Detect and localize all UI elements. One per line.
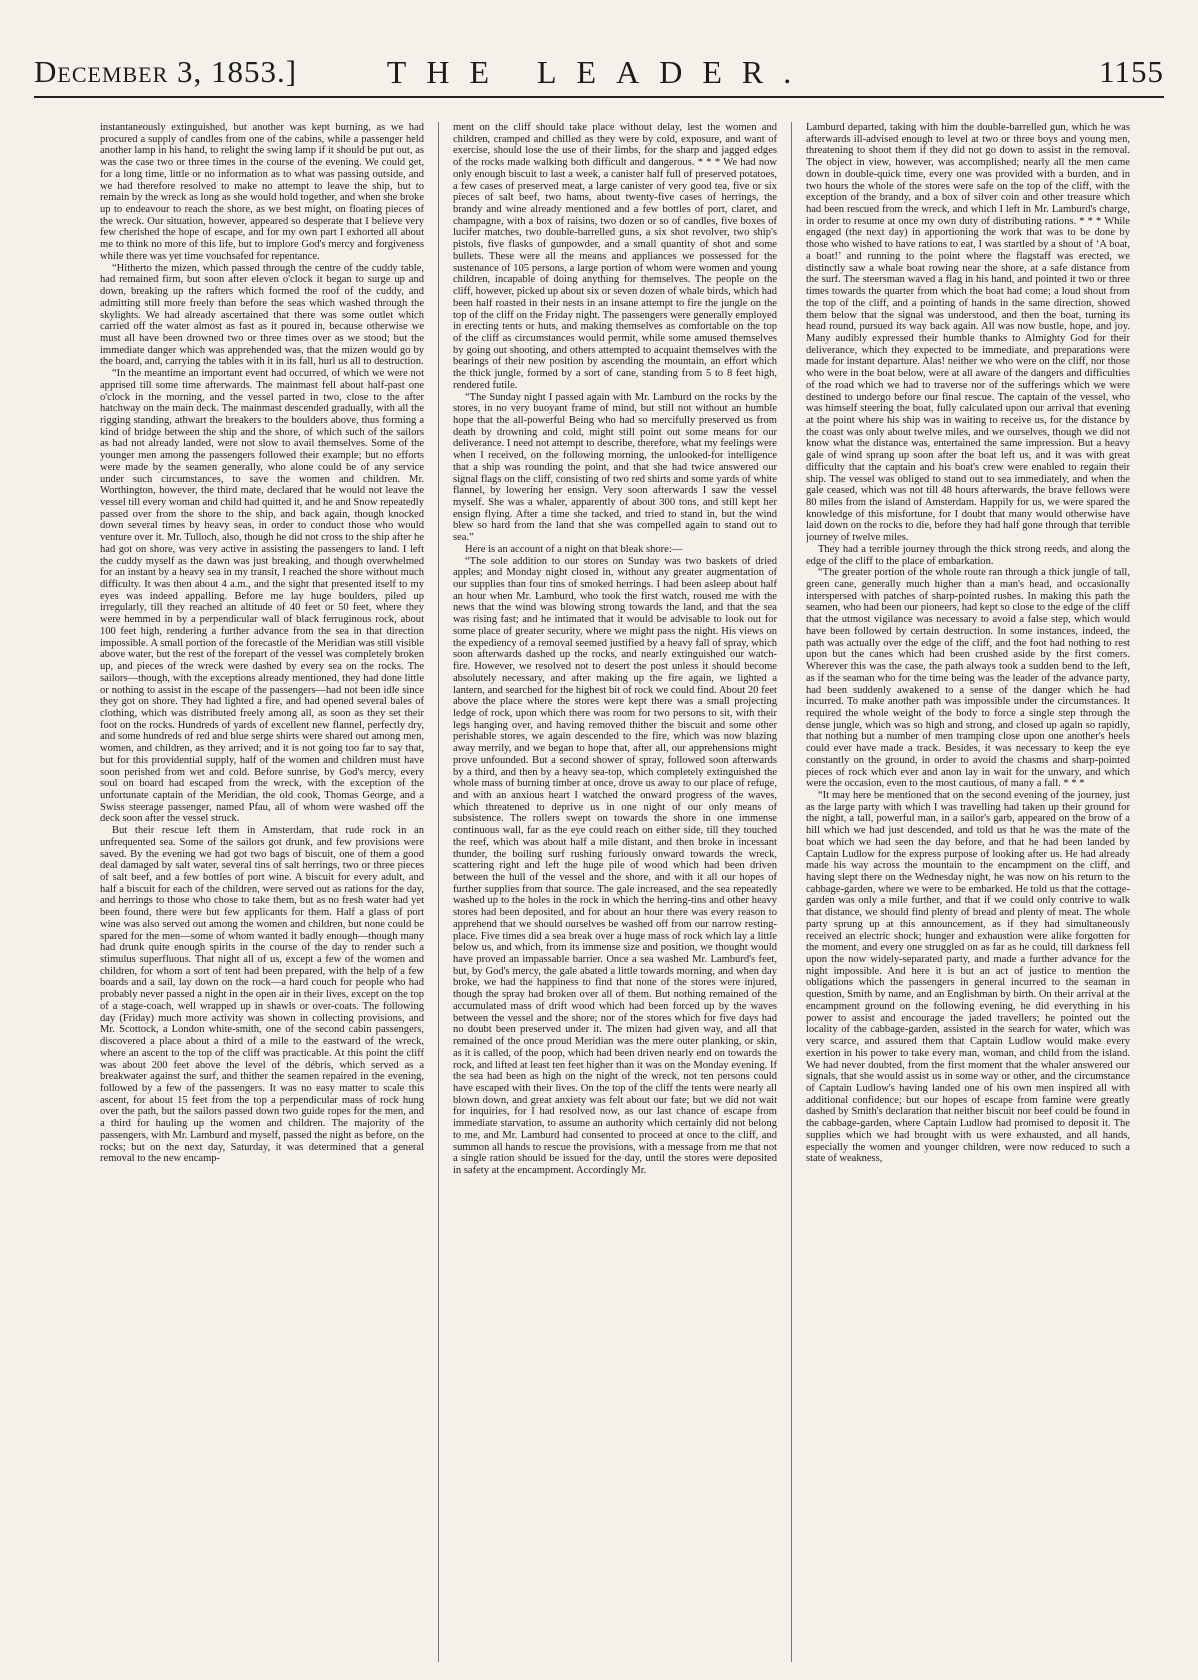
column-divider bbox=[791, 122, 792, 1662]
paragraph: ment on the cliff should take place without delay, lest the women and children, cramped and chilled as they were by cold, exposure, and want of exercise, should lose the use of their limbs, for the sharp and jagged edges of the rocks made walking both difficult and dangerous. * * * We had now only enough biscuit to last a week, a canister half full of preserved potatoes, a few cases of preserved meat, a large canister of very good tea, five or six pieces of salt beef, two hams, about twenty-five cases of herrings, the brandy and wine already mentioned and a few bottles of port, claret, and champagne, with a box of raisins, two dozen or so of candles, five boxes of lucifer matches, two double-barrelled guns, a six shot revolver, two ship's pistols, five flasks of gunpowder, and a small quantity of shot and some bullets. These were all the means and appliances we possessed for the sustenance of 105 persons, a large portion of whom were women and young children, incapable of doing anything for themselves. The people on the cliff, however, picked up about six or seven dozen of whale birds, which had been half roasted in their nests in an insane attempt to fire the jungle on the top of the cliff on the Friday night. The passengers were generally employed in erecting tents or huts, and making themselves as comfortable on the top of the cliff as circumstances would permit, while some amused themselves by going out shooting, and others attempted to acquaint themselves with the bearings of their new position by ascending the mountain, an effort which the thick jungle, formed by a sort of cane, standing from 5 to 8 feet high, rendered futile. bbox=[452, 122, 777, 391]
paragraph: “The greater portion of the whole route ran through a thick jungle of tall, green cane, generally much higher than a man's head, and occasionally interspersed with patches of sharp-pointed rushes. In making this path the seamen, who had been our pioneers, had kept so close to the edge of the cliff that the utmost vigilance was necessary to avoid a false step, which would have been followed by certain destruction. In some instances, indeed, the path was actually over the edge of the cliff, and the foot had nothing to rest upon but the canes which had been crushed aside by the first comers. Wherever this was the case, the path always took a sudden bend to the left, as if the seaman who for the time being was the leader of the advance party, had been suddenly awakened to a sense of the danger which he had incurred. To make another path was impossible under the circumstances. It required the whole weight of the body to force a single step through the dense jungle, which was so high and strong, and closed up again so rapidly, that nothing but a number of men tramping close upon one another's heels could ever have made a track. Besides, it was necessary to keep the eye constantly on the ground, in order to avoid the chasms and sharp-pointed pieces of rock which ever and anon lay in wait for the unwary, and which were the occasion, even to the most cautious, of many a fall. * * * bbox=[805, 567, 1130, 790]
paragraph: Here is an account of a night on that bleak shore:— bbox=[464, 543, 683, 555]
paragraph: “The sole addition to our stores on Sunday was two baskets of dried apples; and Monday night closed in, without any greater augmentation of our supplies than four tins of smoked herrings. I had been asleep about half an hour when Mr. Lamburd, who took the first watch, roused me with the news that the wind was blowing strong towards the land, and that the sea was rising fast; and he intimated that it would be advisable to look out for some place of greater security, where we might pass the night. His views on the expediency of a removal seemed justified by a heavy fall of spray, which soon afterwards dashed up the rocks, and nearly extinguished our watch-fire. However, we resolved not to desert the post unless it should become absolutely necessary, and after making up the fire again, we lighted a lantern, and searched for the highest bit of rock we could find. About 20 feet above the place where the stores were kept there was a small projecting ledge of rock, upon which there was room for two persons to sit, with their legs hanging over, and having removed thither the biscuit and some other perishable stores, we again descended to the fire, which was now blazing away merrily, and we began to hope that, after all, our apprehensions might prove unfounded. But a second shower of spray, followed soon afterwards by a third, and then by a heavy sea-top, which completely extinguished the whole mass of burning timber at once, drove us away to our place of refuge, and with an anxious heart I watched the onward progress of the waves, which threatened to deprive us in one night of our only means of subsistence. The rollers swept on towards the shore in one immense continuous wall, far as the eye could reach on either side, till they touched the reef, which was about half a mile distant, and then broke in incessant thunder, the boiling surf rushing furiously onward towards the wreck, scattering right and left the huge pile of wood which had been driven between the hull of the vessel and the shore, and with it all our hopes of further supplies from that source. The gale increased, and the sea repeatedly washed up to the holes in the rock in which the herring-tins and other heavy stores had been deposited, and for about an hour there was every reason to apprehend that we should ourselves be washed off from our narrow resting-place. Five times did a sea break over a huge mass of rock which lay a little below us, and which, from its immense size and position, we thought would have proved an impassable barrier. Once a sea washed Mr. Lamburd's feet, but, by God's mercy, the gale abated a little towards morning, and when day broke, we had the happiness to find that none of the stores were injured, though the spray had broken over all of them. But nothing remained of the accumulated mass of drift wood which had been forced up by the waves between the vessel and the shore; nor of the stores which for five days had no doubt been preserved under it. The mizen had given way, and all that remained of the once proud Meridian was the mere outer planking, or skin, as it is called, of the poop, which had been driven nearly end on towards the rock, and lifted at least ten feet higher than it was on the Monday evening. If the sea had been as high on the night of the wreck, not ten persons could have escaped with their lives. On the top of the cliff the tents were nearly all blown down, and great anxiety was felt about our fate; but we did not wait for inquiries, for I had resolved now, as our last chance of escape from immediate starvation, to assume an authority which certainly did not belong to me, and Mr. Lamburd had consented to proceed at once to the cliff, and summon all hands to rescue the provisions, with a message from me that not a single ration should be issued for the day, until the stores were deposited in safety at the encampment. Accordingly Mr. bbox=[452, 555, 777, 1176]
newspaper-title: THE LEADER. bbox=[386, 54, 812, 90]
paragraph: “The Sunday night I passed again with Mr. Lamburd on the rocks by the stores, in no very buoyant frame of mind, but still not without an humble hope that the all-powerful Being who had so mercifully preserved us from death by drowning and cold, might still point out some means for our deliverance. I need not attempt to describe, therefore, what my feelings were when I received, on the following morning, the unlooked-for intelligence that a ship was rounding the point, and that she had twice answered our signal flags on the cliff, consisting of two red shirts and some yards of white flannel, by lowering her ensign. Very soon afterwards I saw the vessel myself. She was a whaler, apparently of about 300 tons, and still kept her ensign flying. After a time she tacked, and tried to stand in, but the wind blew so hard from the land that she was compelled again to stand out to sea.” bbox=[452, 391, 777, 544]
column-2 bbox=[453, 122, 777, 1662]
column-divider bbox=[438, 122, 439, 1662]
paragraph: But their rescue left them in Amsterdam, that rude rock in an unfrequented sea. Some of the sailors got drunk, and few provisions were saved. By the evening we had got two bags of biscuit, one of them a good deal damaged by salt water, several tins of salt herrings, two or three pieces of salt beef, and a few bottles of port wine. A biscuit for every adult, and half a biscuit for each of the children, were served out as rations for the day, and herrings to those who chose to take them, but as no fresh water had yet been found, there were but few applicants for them. Half a glass of port wine was also served out among the women and children, but none could be spared for the men—some of whom wanted it badly enough—though many had drunk quite enough spirits in the course of the day to render such a stimulus superfluous. That night all of us, except a few of the women and children, for whom a sort of tent had been prepared, with the help of a few boards and a sail, lay down on the rock—a hard couch for people who had probably never passed a night in the open air in their lives, except on the top of a stage-coach, well wrapped up in shawls or over-coats. The following day (Friday) much more activity was shown in collecting provisions, and Mr. Scottock, a London white-smith, one of the second cabin passengers, discovered a place about a third of a mile to the eastward of the wreck, where an ascent to the top of the cliff was practicable. At this point the cliff was about 200 feet above the level of the débris, which served as a breakwater against the surf, and thither the seamen repaired in the evening, followed by a few of the passengers. It was no easy matter to scale this ascent, for about 15 feet from the top a perpendicular mass of rock hung over the path, but the sailors passed down two guide ropes for the men, and a third for hauling up the women and children. The majority of the passengers, with Mr. Lamburd and myself, passed the night as before, on the rocks; but on the next day, Saturday, it was determined that a general removal to the new encamp- bbox=[100, 825, 425, 1165]
paragraph: instantaneously extinguished, but another was kept burning, as we had procured a supply of candles from one of the cabins, while a passenger held another lamp in his hand, to relight the swing lamp if it should be put out, as was the case two or three times in the course of the evening. We could get, for a long time, little or no information as to what was passing outside, and we had therefore resolved to make no attempt to leave the ship, but to remain by the wreck as long as she would hold together, and when she broke up to endeavour to reach the shore, as we best might, on floating pieces of the wreck. Our situation, however, appeared so desperate that I believe very few cherished the hope of escape, and for my own part I exhorted all about me to think no more of this life, but to implore God's mercy and forgiveness while there was yet time vouchsafed for repentance. bbox=[100, 122, 425, 262]
paragraph: “It may here be mentioned that on the second evening of the journey, just as the large party with which I was travelling had taken up their ground for the night, a tall, powerful man, in a sailor's garb, appeared on the brow of a hill which we had just descended, and told us that he was the mate of the boat which we had seen the day before, and that he had been landed by Captain Ludlow for the express purpose of looking after us. He had already made his way across the mountain to the encampment on the cliff, and having slept there on the Wednesday night, he was now on his return to the cabbage-garden, where we were to be embarked. He told us that the cottage-garden was only a mile further, and that if we could only contrive to walk that distance, we should find plenty of bread and plenty of meat. The whole party sprung up at this announcement, as if they had simultaneously received an electric shock; hunger and exhaustion were alike forgotten for the moment, and every one struggled on as far as he could, till darkness fell upon the now widely-separated party, and made a further advance for the night impossible. And here it is but an act of justice to mention the obligations which the passengers in general incurred to the seaman in question, Smith by name, and an Englishman by birth. On their arrival at the encampment ground on the following evening, he did everything in his power to assist and encourage the jaded travellers; he pointed out the locality of the cabbage-garden, assisted in the search for water, which was very scarce, and assured them that Captain Ludlow would make every exertion in his power to take every man, woman, and child from the island. We had never doubted, from the first moment that the whaler answered our signals, that she would assist us in some way or other, and the circumstance of Captain Ludlow's having landed one of his own men inspired all with additional confidence; but our hopes of escape from famine were greatly dashed by Smith's declaration that neither biscuit nor beef could be found in the cabbage-garden, where Captain Ludlow had promised to deposit it. The supplies which we had brought with us were exhausted, and all hands, especially the women and younger children, were now reduced to such a state of weakness, bbox=[805, 789, 1130, 1165]
header-rule bbox=[34, 96, 1164, 98]
paragraph: “In the meantime an important event had occurred, of which we were not apprised till some time afterwards. The mainmast fell about half-past one o'clock in the morning, and the vessel parted in two, close to the after hatchway on the main deck. The mainmast descended gradually, with all the rigging standing, athwart the breakers to the boulders above, thus forming a kind of bridge between the ship and the shore, of which such of the sailors as had not already landed, were not slow to avail themselves. Some of the younger men among the passengers followed their example; but no efforts were made by the seamen generally, who alone could be of any service under such circumstances, to save the women and children. Mr. Worthington, however, the third mate, declared that he would not leave the vessel till every woman and child had quitted it, and he and Snow repeatedly passed over from the shore to the ship, and back again, though knocked down several times by heavy seas, in order to conduct those who would venture over it. Mr. Tulloch, also, though he did not cross to the ship after he had got on shore, was very active in assisting the passengers to land. I left the cuddy myself as the dawn was just breaking, and though overwhelmed for an instant by a heavy sea in my transit, I reached the shore without much difficulty. It was then about 4 a.m., and the sight that presented itself to my eyes was indeed appalling. Before me lay huge boulders, piled up irregularly, till they reached an altitude of 40 feet or 50 feet, where they were hemmed in by a perpendicular wall of black ferruginous rock, about 100 feet high, rendering a further advance from the sea in that direction impossible. A small portion of the forecastle of the Meridian was still visible above water, but the rest of the forepart of the vessel was completely broken up, and pieces of the wreck were dashed by every sea on the rocks. The sailors—though, with the exceptions already mentioned, they had done little or nothing to assist in the escape of the passengers—had not been idle since they got on shore. They had lighted a fire, and had opened several bales of clothing, which was distributed freely among all, as soon as they set their foot on the rocks. Hundreds of yards of excellent new flannel, perfectly dry, and some hundreds of red and blue serge shirts were shared out among men, women, and children, as they arrived; and it is not going too far to say that, but for this providential supply, half of the women and children must have soon perished from wet and cold. Before sunrise, by God's mercy, every soul on board had escaped from the wreck, with the exception of the unfortunate captain of the Meridian, the old cook, Thomas George, and a Swiss steerage passenger, named Pfau, all of whom were washed off the deck soon after the vessel struck. bbox=[100, 368, 425, 825]
column-1 bbox=[100, 122, 424, 1662]
issue-date: December 3, 1853.] bbox=[34, 54, 298, 89]
paragraph: They had a terrible journey through the thick strong reeds, and along the edge of the cliff to the place of embarkation. bbox=[805, 543, 1130, 567]
article-columns bbox=[100, 122, 1130, 1662]
paragraph: Lamburd departed, taking with him the double-barrelled gun, which he was afterwards ill-advised enough to level at two or three boys and young men, threatening to shoot them if they did not go down to assist in the removal. The object in view, however, was accomplished; nearly all the men came down in double-quick time, every one was provided with a burden, and in two hours the whole of the stores were safe on the top of the cliff, with the exception of the brandy, and a box of silver coin and other treasure which had been rescued from the wreck, and which I left in Mr. Lamburd's charge, in order to resume at once my own duty of distributing rations. * * * While engaged (the next day) in apportioning the work that was to be done by those who wished to have rations to eat, I was startled by a shout of ‘A boat, a boat!’ and running to the point where the flagstaff was erected, we distinctly saw a whale boat rowing near the shore, at a safe distance from the surf. The steersman waved a flag in his hand, and pointed it two or three times towards the quarter from which the boat had come; a loud shout from the top of the cliff, and a pointing of hands in the same direction, showed them below that the signal was understood, and then the boat, turning its head round, pursued its way back again. All was now bustle, hope, and joy. Many audibly expressed their humble thanks to Almighty God for their deliverance, which they expected to be immediate, and preparations were made for instant departure. Alas! neither we who were on the cliff, nor those who were in the boat below, were at all aware of the dangers and difficulties of the road which we had to traverse nor of the sufferings which we were destined to undergo before our final rescue. The captain of the vessel, who was himself steering the boat, fully calculated upon our arrival that evening at the point where his ship was in waiting to receive us, for the distance by the coast was only about twelve miles, and we ourselves, though we did not know what the distance was, entertained the same impression. But a heavy gale of wind sprang up soon after the boat left us, and it was with great difficulty that the captain and his boat's crew were enabled to regain their ship. The vessel was obliged to stand out to sea immediately, and when the gale ceased, which was not till 48 hours afterwards, the brave fellows were 80 miles from the island of Amsterdam. Happily for us, we were spared the knowledge of this misfortune, for I doubt that many would otherwise have laid down on the rocks to die, before they had half gone through that terrible journey of twelve miles. bbox=[805, 122, 1130, 544]
page-number: 1155 bbox=[1099, 54, 1164, 89]
column-3 bbox=[806, 122, 1130, 1662]
paragraph: “Hitherto the mizen, which passed through the centre of the cuddy table, had remained firm, but soon after eleven o'clock it began to surge up and down, breaking up the rafters which formed the roof of the cuddy, and admitting still more freely than before the seas which washed through the skylights. We had already ascertained that there was some outlet which carried off the water almost as fast as it poured in, because otherwise we must all have been drowned two or three times over as we stood; but the immediate danger which was apprehended was, that the mizen would go by the board, and, carrying the tables with it in its fall, hurl us all to destruction. bbox=[100, 262, 425, 368]
masthead bbox=[34, 48, 1164, 102]
